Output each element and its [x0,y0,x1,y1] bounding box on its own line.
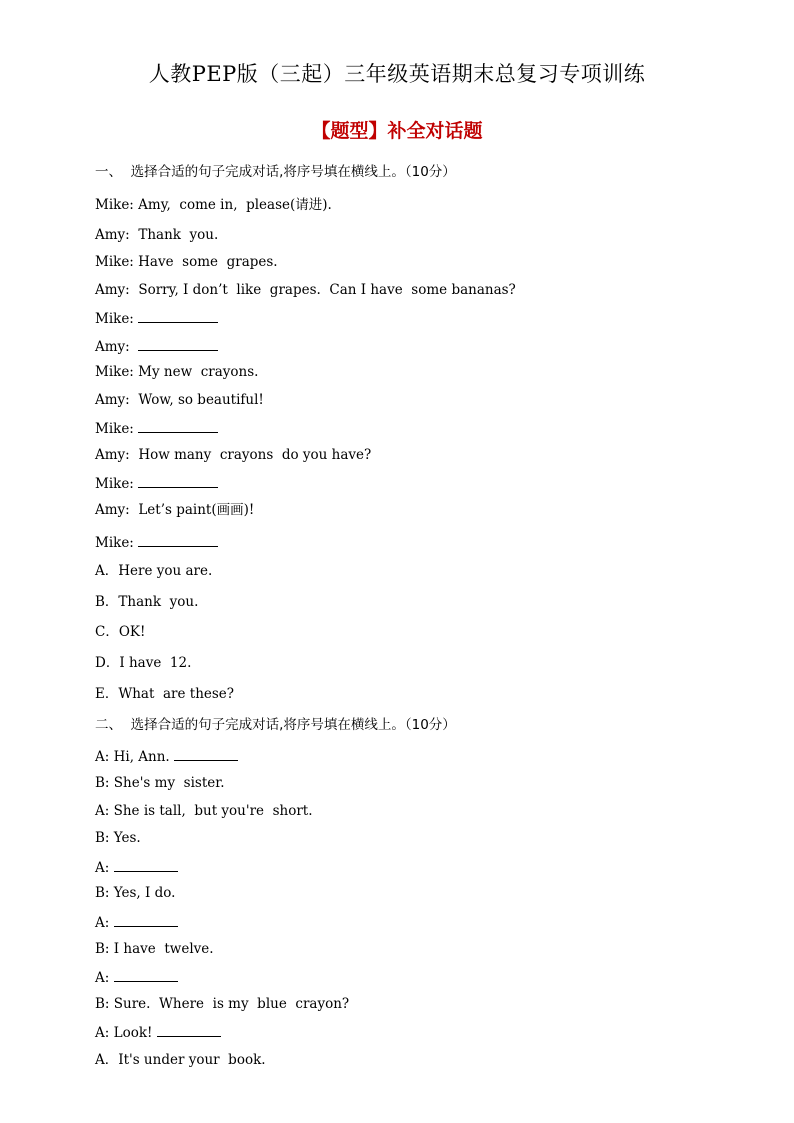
answer-blank[interactable] [138,310,218,323]
answer-blank[interactable] [138,534,218,547]
dialogue-line: B: I have twelve. [95,941,214,957]
dialogue-line: Amy: How many crayons do you have? [95,447,372,463]
dialogue-line: A: Hi, Ann. [95,748,238,764]
dialogue-line: Amy: [95,338,218,354]
page-title: 人教PEP版（三起）三年级英语期末总复习专项训练 [148,62,646,86]
dialogue-line: Amy: Wow, so beautiful! [95,392,264,408]
dialogue-line: A: [95,969,178,985]
dialogue-line: B: Sure. Where is my blue crayon? [95,996,350,1012]
answer-option: C．OK! [95,624,146,640]
dialogue-line: B: Yes, I do. [95,885,176,901]
answer-option: D．I have 12. [95,655,192,671]
dialogue-line: Mike: [95,534,218,550]
dialogue-line: B: Yes. [95,830,141,846]
dialogue-line: Amy: Let’s paint(画画)! [95,502,255,518]
dialogue-line: Mike: [95,475,218,491]
section1-heading: 一、 选择合适的句子完成对话,将序号填在横线上。（10分） [95,164,456,180]
dialogue-line: Amy: Sorry, I don’t like grapes. Can I have some bananas? [95,282,516,298]
dialogue-line: Mike: Have some grapes. [95,254,278,270]
question-type-subtitle: 【题型】补全对话题 [311,120,483,142]
dialogue-line: A: Look! [95,1024,221,1040]
dialogue-line: A: [95,859,178,875]
answer-blank[interactable] [174,748,238,761]
answer-blank[interactable] [138,475,218,488]
answer-option: B．Thank you. [95,594,199,610]
dialogue-line: B: She's my sister. [95,775,225,791]
dialogue-line: A: [95,914,178,930]
dialogue-line: A: She is tall, but you're short. [95,803,313,819]
answer-blank[interactable] [138,420,218,433]
answer-blank[interactable] [138,338,218,351]
answer-option: A．It's under your book. [95,1052,266,1068]
dialogue-line: Amy: Thank you. [95,227,219,243]
answer-blank[interactable] [114,914,178,927]
answer-option: E．What are these? [95,686,235,702]
dialogue-line: Mike: [95,420,218,436]
dialogue-line: Mike: My new crayons. [95,364,259,380]
answer-option: A．Here you are. [95,563,213,579]
dialogue-line: Mike: Amy, come in, please(请进). [95,197,332,213]
answer-blank[interactable] [114,969,178,982]
answer-blank[interactable] [114,859,178,872]
dialogue-line: Mike: [95,310,218,326]
section2-heading: 二、 选择合适的句子完成对话,将序号填在横线上。（10分） [95,717,456,733]
answer-blank[interactable] [157,1024,221,1037]
